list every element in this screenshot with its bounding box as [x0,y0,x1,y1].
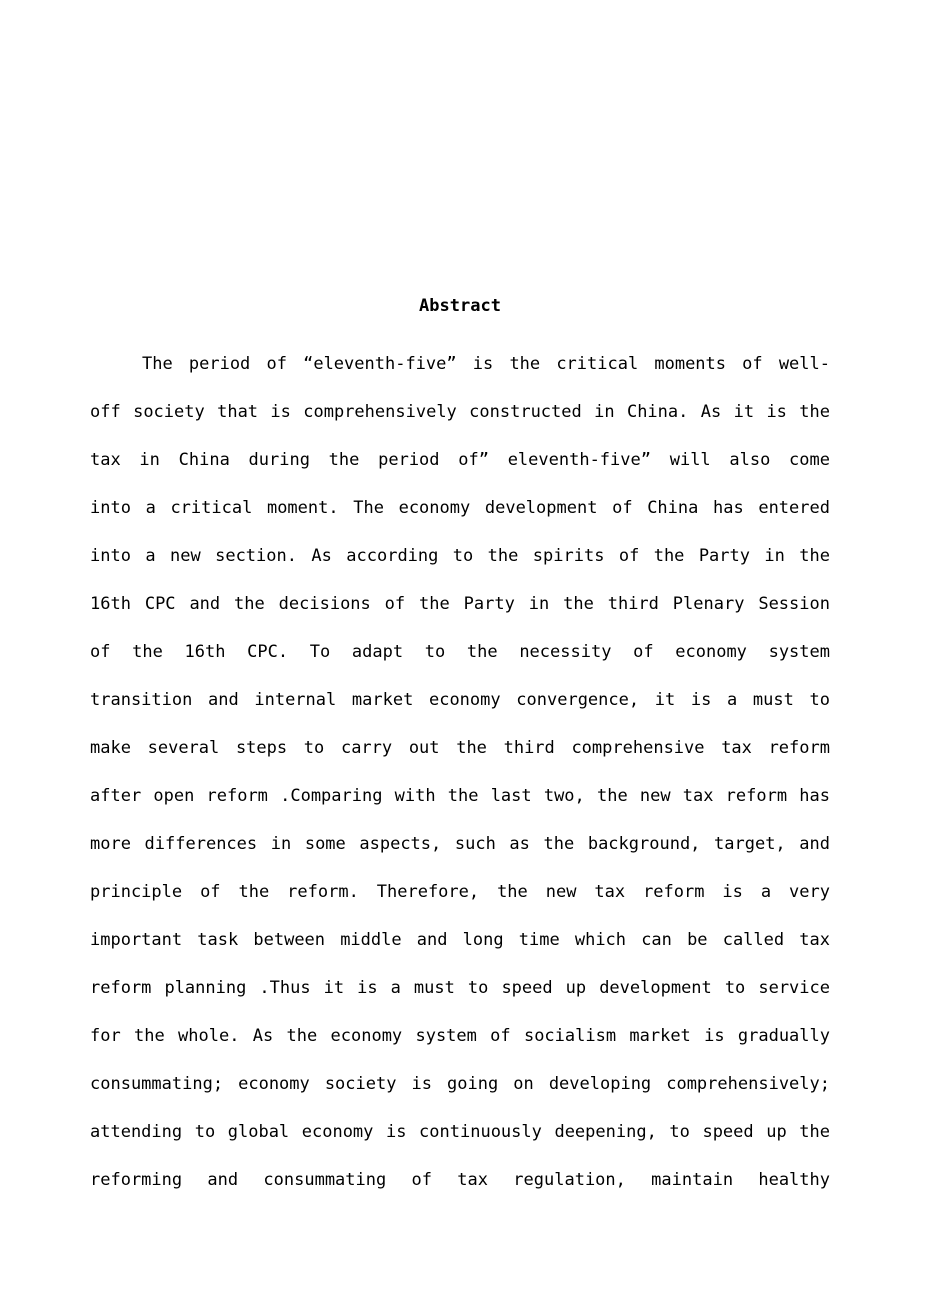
abstract-line: into a critical moment. The economy development of China has entered [90,498,830,518]
abstract-line: reform planning .Thus it is a must to speed up development to service [90,978,830,998]
abstract-line: tax in China during the period of” eleventh-five” will also come [90,450,830,470]
abstract-body [90,340,830,1204]
abstract-line: off society that is comprehensively constructed in China. As it is the [90,402,830,422]
abstract-line: transition and internal market economy convergence, it is a must to [90,690,830,710]
abstract-line: into a new section. As according to the spirits of the Party in the [90,546,830,566]
abstract-line: make several steps to carry out the third comprehensive tax reform [90,738,830,758]
abstract-line: of the 16th CPC. To adapt to the necessity of economy system [90,642,830,662]
abstract-line: consummating; economy society is going on developing comprehensively; [90,1074,830,1094]
abstract-line: for the whole. As the economy system of socialism market is gradually [90,1026,830,1046]
abstract-line: reforming and consummating of tax regulation, maintain healthy [90,1170,830,1190]
abstract-line: The period of “eleventh-five” is the critical moments of well- [142,354,830,374]
abstract-heading: Abstract [419,296,501,316]
abstract-line: more differences in some aspects, such as the background, target, and [90,834,830,854]
abstract-line: attending to global economy is continuously deepening, to speed up the [90,1122,830,1142]
abstract-line: important task between middle and long time which can be called tax [90,930,830,950]
abstract-line: after open reform .Comparing with the last two, the new tax reform has [90,786,830,806]
abstract-line: 16th CPC and the decisions of the Party in the third Plenary Session [90,594,830,614]
abstract-line: principle of the reform. Therefore, the new tax reform is a very [90,882,830,902]
